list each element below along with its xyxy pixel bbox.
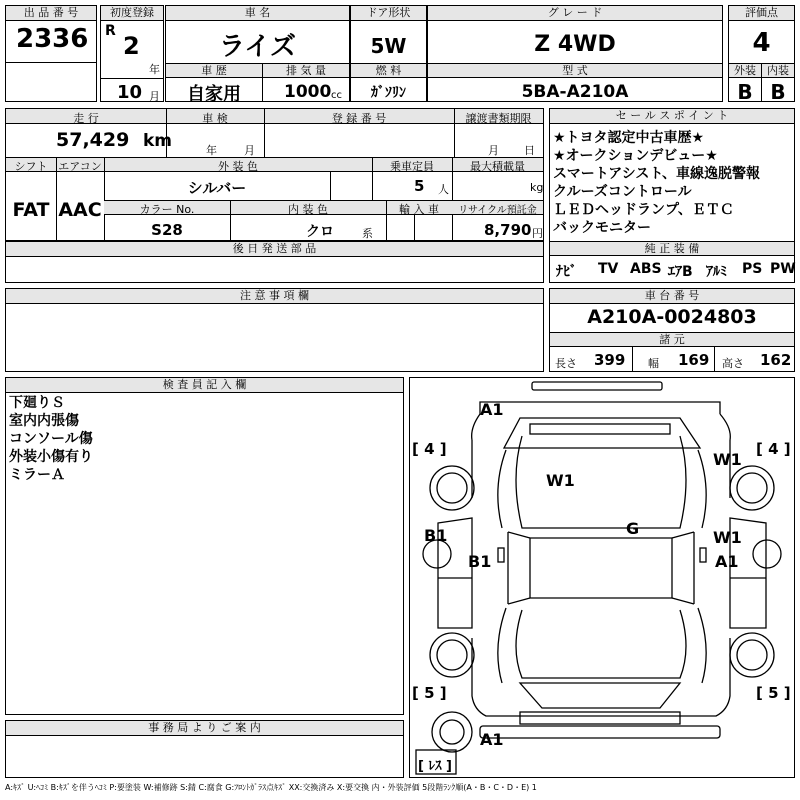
ac-label: エアコン: [58, 160, 102, 173]
mileage-label: 走 行: [73, 112, 99, 125]
inspector-line-2: 室内内張傷: [9, 413, 79, 429]
office-label: 事 務 局 よ り ご 案 内: [6, 721, 403, 736]
int-color-unit: 系: [362, 227, 373, 240]
displacement-label: 排 気 量: [263, 64, 349, 78]
transfer-month-unit: 月: [488, 144, 499, 157]
equip-nav: ﾅﾋﾞ: [556, 264, 577, 280]
equip-airbag: ｴｱB: [668, 264, 693, 280]
lot-number: 2336: [16, 24, 89, 54]
interior-label: 内装: [762, 64, 794, 78]
era: R: [105, 23, 116, 39]
exterior-label: 外装: [729, 64, 761, 78]
score: 4: [752, 28, 771, 58]
chassis-number: A210A-0024803: [587, 306, 757, 328]
exterior-grade: B: [737, 80, 753, 104]
selling-line-3: スマートアシスト、車線逸脱警報: [553, 166, 761, 182]
mark-glass: G: [626, 519, 640, 538]
inspection-month-unit: 月: [244, 144, 255, 157]
model-label: 型 式: [428, 64, 722, 78]
chassis-label: 車 台 番 号: [550, 289, 794, 304]
tread-rear-left: 5: [424, 684, 435, 702]
equip-tv: TV: [598, 261, 619, 277]
width: 169: [678, 351, 710, 369]
length: 399: [594, 351, 626, 369]
ext-color-label: 外 装 色: [218, 160, 258, 173]
score-label: 評価点: [729, 6, 794, 21]
door-label: ドア形状: [351, 6, 426, 21]
displacement: 1000: [284, 82, 332, 102]
transfer-label: 譲渡書類期限: [465, 112, 532, 125]
height-label: 高さ: [722, 357, 744, 370]
shift: FAT: [12, 199, 50, 221]
height: 162: [760, 351, 792, 369]
selling-line-6: バックモニター: [553, 220, 651, 236]
year-unit: 年: [149, 63, 160, 76]
max-load-label: 最大積載量: [470, 160, 525, 173]
legend: A:ｷｽﾞ U:ﾍｺﾐ B:ｷｽﾞを伴うﾍｺﾐ P:要塗装 W:補修跡 S:錆 C:腐食 G:ﾌﾛﾝﾄｶﾞﾗｽ点ｷｽﾞ XX:交換済み X:要交換 内・外装評価 5段階ﾗﾝｸ順(A・B・C・D・E) 1: [5, 783, 537, 792]
capacity-label: 乗車定員: [390, 160, 434, 173]
spare-tire: ﾚｽ: [428, 759, 442, 774]
displacement-unit: cc: [331, 90, 342, 101]
selling-line-4: クルーズコントロール: [553, 184, 692, 200]
name-label: 車 名: [166, 6, 349, 21]
equip-ps: PS: [742, 261, 763, 277]
int-color-label: 内 装 色: [288, 203, 328, 216]
score-cell: [728, 5, 795, 102]
color-number: S28: [151, 221, 183, 239]
mileage: 57,429: [56, 129, 130, 151]
inspector-line-1: 下廻りＳ: [9, 395, 65, 411]
inspection-year-unit: 年: [206, 144, 217, 157]
equip-pw: PW: [770, 261, 796, 277]
equipment-label: 純 正 装 備: [550, 242, 794, 256]
mileage-unit: km: [143, 131, 173, 151]
interior-grade: B: [770, 80, 786, 104]
inspection-label: 車 検: [202, 112, 228, 125]
selling-points-cell: [549, 108, 795, 283]
inspector-line-4: 外装小傷有り: [9, 449, 93, 465]
air-conditioner: AAC: [58, 199, 102, 221]
color-no-label: カラー No.: [139, 203, 195, 216]
inspector-line-5: ミラーＡ: [9, 467, 65, 483]
fuel-label: 燃 料: [351, 64, 426, 78]
selling-points-label: セ ー ル ス ポ イ ン ト: [550, 109, 794, 124]
office-cell: [5, 720, 404, 778]
selling-line-2: ★オークションデビュー★: [553, 148, 718, 164]
model-code: 5BA-A210A: [521, 82, 629, 102]
mark-left-door: B1: [468, 552, 492, 571]
car-name-cell: [165, 5, 350, 105]
first-reg-label: 初度登録: [101, 6, 163, 21]
mark-rear: A1: [480, 730, 504, 749]
selling-line-1: ★トヨタ認定中古車歴★: [553, 130, 705, 146]
recycle-unit: 円: [532, 227, 543, 240]
inspector-cell: [5, 377, 404, 715]
recycle-label: リサイクル預託金: [458, 205, 537, 216]
import-label: 輸 入 車: [399, 203, 439, 216]
equip-alloy: ｱﾙﾐ: [706, 264, 727, 280]
mark-right-front: W1: [713, 450, 742, 469]
grade: Z 4WD: [534, 32, 616, 57]
capacity: 5: [414, 177, 425, 195]
length-label: 長さ: [555, 357, 577, 370]
later-parts-cell: [5, 241, 544, 283]
fuel-type: ｶﾞｿﾘﾝ: [371, 85, 406, 101]
mark-left-side: B1: [424, 526, 448, 545]
lot-cell: [5, 5, 97, 102]
car-diagram: A1 W1 W1 G B1 B1 W1 A1 A1 [ 4 ] [ 4 ] [ 5 ] [ 5 ] [ ﾚｽ ]: [409, 377, 795, 778]
door-type: 5W: [370, 34, 407, 58]
car-history: 自家用: [187, 84, 241, 105]
car-name: ライズ: [219, 32, 296, 62]
lot-label: 出 品 番 号: [6, 6, 96, 21]
details-block: [5, 108, 544, 241]
specs-label: 諸 元: [550, 333, 794, 347]
inspector-label: 検 査 員 記 入 欄: [6, 378, 403, 393]
recycle-fee: 8,790: [484, 221, 532, 239]
regno-label: 登 録 番 号: [331, 112, 387, 125]
mark-right-rear: A1: [715, 552, 739, 571]
tread-front-left: 4: [424, 440, 435, 458]
door-cell: [350, 5, 427, 102]
reg-month: 10: [117, 82, 143, 103]
month-unit: 月: [149, 90, 160, 103]
tread-rear-right: 5: [768, 684, 779, 702]
inspector-line-3: コンソール傷: [9, 431, 93, 447]
capacity-unit: 人: [438, 183, 449, 196]
mark-hood: W1: [546, 471, 575, 490]
load-unit: kg: [530, 181, 544, 194]
equip-abs: ABS: [630, 261, 662, 277]
selling-line-5: ＬＥＤヘッドランプ、ＥＴＣ: [553, 202, 734, 218]
tread-front-right: 4: [768, 440, 779, 458]
transfer-day-unit: 日: [524, 144, 535, 157]
grade-cell: [427, 5, 723, 102]
later-parts-label: 後 日 発 送 部 品: [6, 242, 543, 257]
notes-cell: [5, 288, 544, 372]
int-color: クロ: [306, 224, 334, 240]
shift-label: シフト: [14, 160, 48, 173]
ext-color: シルバー: [187, 179, 247, 197]
history-label: 車 歴: [166, 64, 262, 78]
chassis-cell: [549, 288, 795, 372]
grade-label: グ レ ー ド: [428, 6, 722, 21]
car-outline: [410, 378, 794, 777]
reg-year: 2: [123, 32, 140, 60]
mark-front: A1: [480, 400, 504, 419]
notes-label: 注 意 事 項 欄: [6, 289, 543, 304]
first-registration-cell: [100, 5, 164, 102]
width-label: 幅: [648, 357, 659, 370]
mark-right-door: W1: [713, 528, 742, 547]
